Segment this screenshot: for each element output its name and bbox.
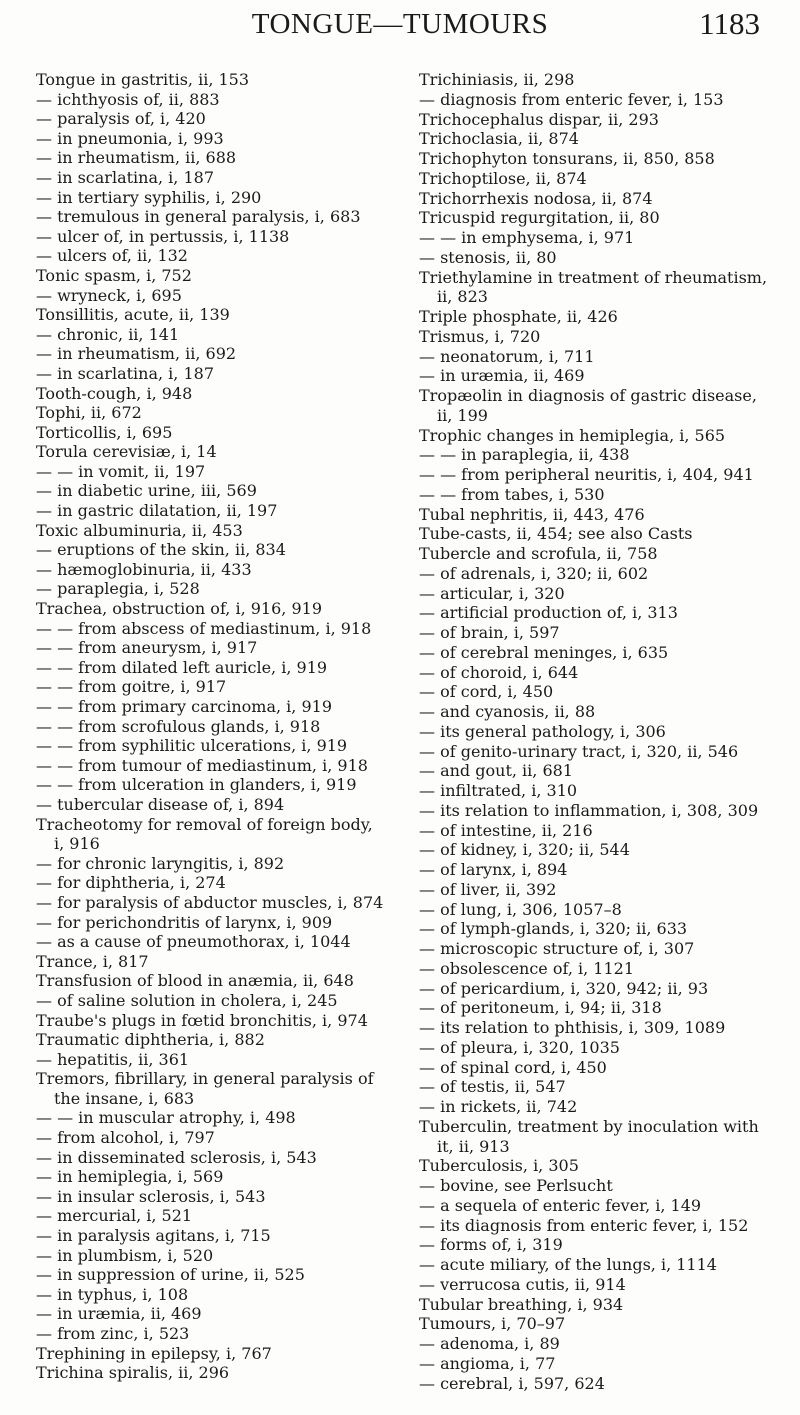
index-entry: — of brain, i, 597 <box>419 623 560 642</box>
index-entry: — — from tumour of mediastinum, i, 918 <box>36 755 368 775</box>
index-entry: Triethylamine in treatment of rheumatism, ii, 823 <box>419 267 768 307</box>
index-entry: Tumours, i, 70–97 <box>419 1314 566 1334</box>
index-entry: — in rheumatism, ii, 692 <box>36 344 237 364</box>
index-entry: — ulcer of, in pertussis, i, 1138 <box>36 226 290 246</box>
index-entry: — in tertiary syphilis, i, 290 <box>36 187 262 207</box>
running-header <box>32 0 768 70</box>
index-entry: Tubercle and scrofula, ii, 758 <box>419 544 658 563</box>
index-entry: Torticollis, i, 695 <box>36 422 173 442</box>
index-entry: — — in muscular atrophy, i, 498 <box>36 1108 296 1128</box>
index-entry: — — from primary carcinoma, i, 919 <box>36 697 332 716</box>
index-entry: — forms of, i, 319 <box>419 1235 563 1255</box>
index-entry: — paraplegia, i, 528 <box>36 579 200 599</box>
index-entry: — in insular sclerosis, i, 543 <box>36 1186 266 1206</box>
index-entry: Tuberculin, treatment by inoculation with it, ii, 913 <box>419 1116 759 1156</box>
index-entry: — of testis, ii, 547 <box>419 1077 566 1097</box>
index-entry: — of pleura, i, 320, 1035 <box>419 1037 620 1057</box>
index-entry: Traumatic diphtheria, i, 882 <box>36 1030 265 1050</box>
index-entry: — in diabetic urine, iii, 569 <box>36 481 257 501</box>
index-entry: — of peritoneum, i, 94; ii, 318 <box>419 998 662 1018</box>
index-entry: — cerebral, i, 597, 624 <box>419 1373 605 1393</box>
index-entry: Transfusion of blood in anæmia, ii, 648 <box>36 971 354 991</box>
index-entry: — hepatitis, ii, 361 <box>36 1049 190 1069</box>
index-entry: — infiltrated, i, 310 <box>419 781 578 800</box>
index-entry: — ulcers of, ii, 132 <box>36 246 188 266</box>
index-entry: — acute miliary, of the lungs, i, 1114 <box>419 1255 717 1274</box>
index-entry: — — in vomit, ii, 197 <box>36 461 206 481</box>
index-entry: — in uræmia, ii, 469 <box>419 366 585 386</box>
index-entry: — of larynx, i, 894 <box>419 860 568 879</box>
index-entry: — in gastric dilatation, ii, 197 <box>36 501 278 521</box>
index-entry: — in disseminated sclerosis, i, 543 <box>36 1147 317 1167</box>
index-entry: — in plumbism, i, 520 <box>36 1245 214 1265</box>
index-entry: Tropæolin in diagnosis of gastric disease, ii, 199 <box>419 386 757 425</box>
index-entry: — chronic, ii, 141 <box>36 324 180 344</box>
index-entry: — tubercular disease of, i, 894 <box>36 794 285 814</box>
index-entry: Trichophyton tonsurans, ii, 850, 858 <box>419 149 715 168</box>
index-entry: — wryneck, i, 695 <box>36 285 182 305</box>
index-entry: — in suppression of urine, ii, 525 <box>36 1265 305 1285</box>
index-entry: — — from scrofulous glands, i, 918 <box>36 716 321 736</box>
index-entry: — of kidney, i, 320; ii, 544 <box>419 840 630 860</box>
index-entry: — — from tabes, i, 530 <box>419 484 605 504</box>
index-entry: — microscopic structure of, i, 307 <box>419 939 695 958</box>
page-number: 1183 <box>699 6 760 41</box>
index-entry: Traube's plugs in fœtid bronchitis, i, 974 <box>36 1010 368 1030</box>
index-entry: — neonatorum, i, 711 <box>419 346 595 366</box>
index-entry: Tubal nephritis, ii, 443, 476 <box>419 504 645 524</box>
index-entry: — as a cause of pneumothorax, i, 1044 <box>36 932 351 952</box>
index-entry: — of liver, ii, 392 <box>419 879 557 899</box>
index-entry: — — from syphilitic ulcerations, i, 919 <box>36 736 348 756</box>
index-entry: Trance, i, 817 <box>36 951 149 971</box>
index-entry: — adenoma, i, 89 <box>419 1334 560 1353</box>
index-entry: — artificial production of, i, 313 <box>419 603 678 623</box>
index-entry: Trismus, i, 720 <box>419 326 541 346</box>
index-entry: — — from aneurysm, i, 917 <box>36 638 258 658</box>
index-entry: — a sequela of enteric fever, i, 149 <box>419 1195 702 1215</box>
left-column <box>36 70 385 1393</box>
index-entry: — tremulous in general paralysis, i, 683 <box>36 207 361 227</box>
index-entry: — hæmoglobinuria, ii, 433 <box>36 559 252 579</box>
index-entry: — in rheumatism, ii, 688 <box>36 148 237 168</box>
index-entry: — of choroid, i, 644 <box>419 662 579 682</box>
index-entry: Trichoptilose, ii, 874 <box>419 168 587 188</box>
index-entry: — — in paraplegia, ii, 438 <box>419 445 630 465</box>
right-column <box>419 70 768 1393</box>
index-entry: — — from abscess of mediastinum, i, 918 <box>36 618 372 638</box>
index-entry: Tongue in gastritis, ii, 153 <box>36 70 250 89</box>
index-entry: Trichoclasia, ii, 874 <box>419 129 579 149</box>
index-entry: — ichthyosis of, ii, 883 <box>36 89 220 109</box>
index-entry: Triple phosphate, ii, 426 <box>419 307 618 326</box>
index-entry: — in scarlatina, i, 187 <box>36 363 214 383</box>
index-entry: — in pneumonia, i, 993 <box>36 128 224 148</box>
index-entry: — in hemiplegia, i, 569 <box>36 1167 224 1187</box>
index-entry: Torula cerevisiæ, i, 14 <box>36 442 217 462</box>
index-entry: — from zinc, i, 523 <box>36 1324 190 1343</box>
index-entry: — in uræmia, ii, 469 <box>36 1304 202 1324</box>
index-entry: — — in emphysema, i, 971 <box>419 228 635 247</box>
index-entry: — in typhus, i, 108 <box>36 1284 189 1304</box>
index-entry: — of spinal cord, i, 450 <box>419 1057 607 1077</box>
index-entry: — for diphtheria, i, 274 <box>36 873 226 893</box>
index-entry: — eruptions of the skin, ii, 834 <box>36 540 286 560</box>
index-entry: — — from peripheral neuritis, i, 404, 941 <box>419 465 754 484</box>
index-entry: Trachea, obstruction of, i, 916, 919 <box>36 599 322 619</box>
index-entry: Tricuspid regurgitation, ii, 80 <box>419 208 660 228</box>
index-entry: — its general pathology, i, 306 <box>419 721 666 741</box>
index-entry: — its diagnosis from enteric fever, i, 152 <box>419 1215 749 1235</box>
index-entry: — for chronic laryngitis, i, 892 <box>36 853 285 873</box>
index-entry: Tracheotomy for removal of foreign body, i, 916 <box>36 814 373 854</box>
index-entry: — of intestine, ii, 216 <box>419 820 593 840</box>
index-entry: — of cord, i, 450 <box>419 682 554 702</box>
index-entry: — its relation to inflammation, i, 308, 309 <box>419 800 759 820</box>
index-entry: Trichocephalus dispar, ii, 293 <box>419 109 659 129</box>
index-entry: — — from dilated left auricle, i, 919 <box>36 657 328 677</box>
index-entry: — of lymph-glands, i, 320; ii, 633 <box>419 919 688 939</box>
index-entry: Tonsillitis, acute, ii, 139 <box>36 305 230 325</box>
index-entry: — of lung, i, 306, 1057–8 <box>419 899 622 919</box>
index-entry: — — from goitre, i, 917 <box>36 677 227 697</box>
index-entry: — and gout, ii, 681 <box>419 761 573 781</box>
index-entry: — mercurial, i, 521 <box>36 1206 193 1226</box>
index-entry: — angioma, i, 77 <box>419 1353 556 1373</box>
index-entry: Tophi, ii, 672 <box>36 403 142 423</box>
index-entry: Tonic spasm, i, 752 <box>36 265 192 285</box>
index-entry: — from alcohol, i, 797 <box>36 1128 215 1148</box>
index-entry: — for paralysis of abductor muscles, i, 874 <box>36 892 384 912</box>
index-entry: Trichorrhexis nodosa, ii, 874 <box>419 188 653 208</box>
index-entry: — of genito-urinary tract, i, 320, ii, 546 <box>419 741 739 761</box>
index-entry: — its relation to phthisis, i, 309, 1089 <box>419 1018 726 1037</box>
index-entry: Tooth-cough, i, 948 <box>36 383 193 403</box>
index-entry: — in scarlatina, i, 187 <box>36 167 214 187</box>
index-entry: — of pericardium, i, 320, 942; ii, 93 <box>419 978 709 998</box>
index-entry: Tube-casts, ii, 454; see also Casts <box>419 524 693 544</box>
index-entry: Trichina spiralis, ii, 296 <box>36 1363 230 1383</box>
index-entry: — verrucosa cutis, ii, 914 <box>419 1274 626 1294</box>
index-entry: — and cyanosis, ii, 88 <box>419 702 596 721</box>
index-entry: — for perichondritis of larynx, i, 909 <box>36 912 333 932</box>
index-entry: — diagnosis from enteric fever, i, 153 <box>419 89 724 109</box>
index-entry: — of adrenals, i, 320; ii, 602 <box>419 563 649 583</box>
index-entry: — of saline solution in cholera, i, 245 <box>36 990 338 1010</box>
index-entry: — obsolescence of, i, 1121 <box>419 958 635 978</box>
index-entry: Tremors, fibrillary, in general paralysis of the insane, i, 683 <box>36 1069 374 1108</box>
index-entry: Tubular breathing, i, 934 <box>419 1294 624 1314</box>
index-entry: — bovine, see Perlsucht <box>419 1176 613 1195</box>
index-entry: — in rickets, ii, 742 <box>419 1097 578 1116</box>
index-entry: — stenosis, ii, 80 <box>419 247 557 267</box>
index-entry: Toxic albuminuria, ii, 453 <box>36 520 243 540</box>
running-title: TONGUE—TUMOURS <box>251 8 549 40</box>
index-entry: Trichiniasis, ii, 298 <box>419 70 575 89</box>
index-entry: — paralysis of, i, 420 <box>36 109 206 129</box>
index-entry: Trophic changes in hemiplegia, i, 565 <box>419 425 726 445</box>
index-entry: — of cerebral meninges, i, 635 <box>419 642 669 662</box>
index-entry: — — from ulceration in glanders, i, 919 <box>36 775 357 795</box>
index-entry: — in paralysis agitans, i, 715 <box>36 1226 271 1246</box>
index-columns <box>32 70 768 1393</box>
index-entry: Tuberculosis, i, 305 <box>419 1156 579 1176</box>
index-entry: Trephining in epilepsy, i, 767 <box>36 1343 272 1363</box>
index-entry: — articular, i, 320 <box>419 583 565 603</box>
